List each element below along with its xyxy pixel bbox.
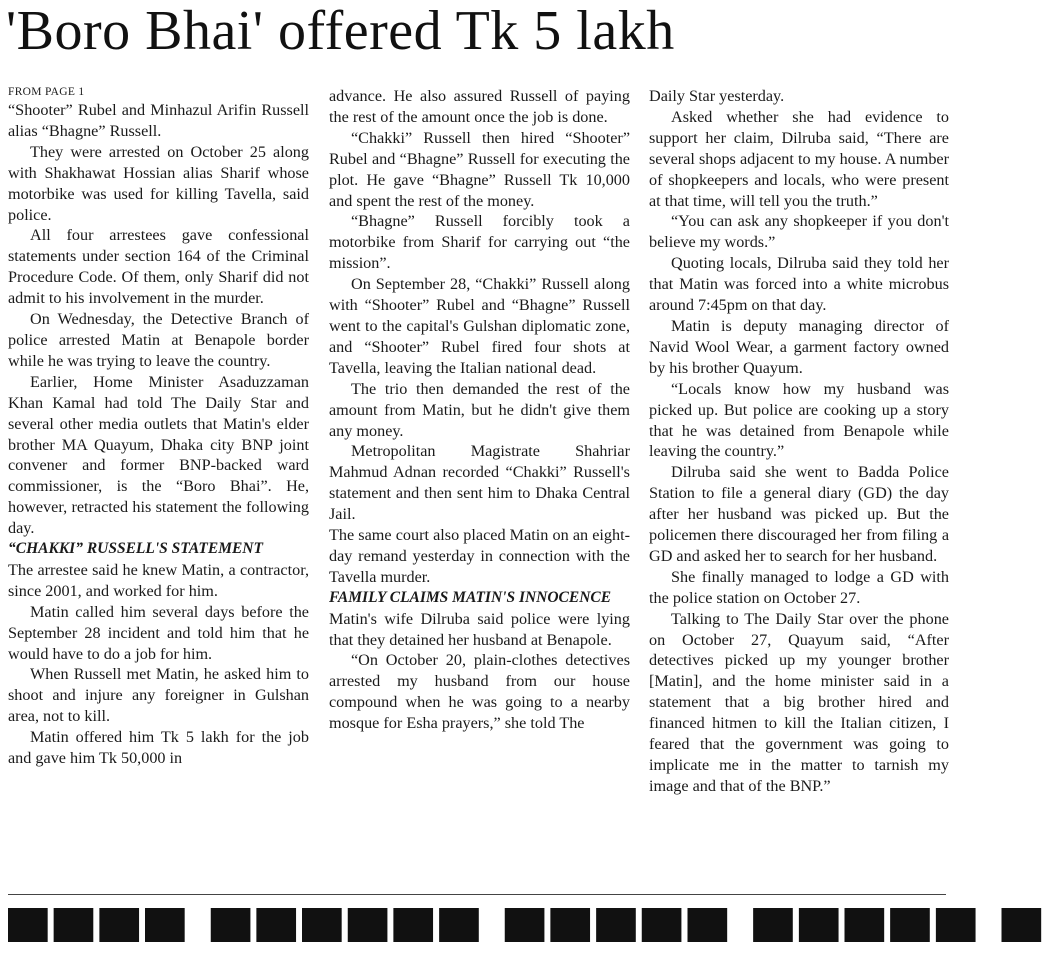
- article-column-3: [649, 86, 949, 881]
- paragraph: Quoting locals, Dilruba said they told her that Matin was forced into a white microbus around 7:45pm on that day.: [649, 254, 949, 315]
- paragraph: Matin called him several days before the September 28 incident and told him that he would have to do a job for him.: [8, 602, 309, 663]
- article-column-2: [329, 86, 630, 881]
- paragraph: Matin is deputy managing director of Navid Wool Wear, a garment factory owned by his brother Quayum.: [649, 316, 949, 377]
- paragraph: advance. He also assured Russell of paying the rest of the amount once the job is done.: [329, 87, 630, 126]
- section-divider: [8, 894, 946, 895]
- paragraph: Earlier, Home Minister Asaduzzaman Khan Kamal had told The Daily Star and several other media outlets that Matin's elder brother MA Quayum, Dhaka city BNP joint convener and former BNP-backed ward commissioner, is the “Boro Bhai”. He, however, retracted his statement the following day.: [8, 372, 309, 538]
- paragraph: When Russell met Matin, he asked him to shoot and injure any foreigner in Gulshan area, not to kill.: [8, 665, 309, 726]
- next-headline-cropped-glyphs: ▀▀▀▀ ▀▀▀▀▀▀ ▀▀▀▀▀ ▀▀▀▀▀ ▀: [8, 910, 1047, 972]
- paragraph: The same court also placed Matin on an eight-day remand yesterday in connection with the Tavella murder.: [329, 526, 630, 586]
- paragraph: She finally managed to lodge a GD with the police station on October 27.: [649, 567, 949, 607]
- column-1-body: [8, 100, 309, 769]
- paragraph: “Shooter” Rubel and Minhazul Arifin Russell alias “Bhagne” Russell.: [8, 101, 309, 140]
- paragraph: The arrestee said he knew Matin, a contractor, since 2001, and worked for him.: [8, 560, 309, 600]
- paragraph: “Locals know how my husband was picked up. But police are cooking up a story that he was detained from Benapole while leaving the country.”: [649, 379, 949, 461]
- article-column-1: [8, 86, 309, 881]
- column-2-body: [329, 86, 630, 734]
- paragraph: Matin offered him Tk 5 lakh for the job and gave him Tk 50,000 in: [8, 728, 309, 768]
- subheading: “CHAKKI” RUSSELL'S STATEMENT: [8, 540, 263, 558]
- headline: 'Boro Bhai' offered Tk 5 lakh: [6, 0, 675, 62]
- paragraph: Metropolitan Magistrate Shahriar Mahmud Adnan recorded “Chakki” Russell's statement and then sent him to Dhaka Central Jail.: [329, 442, 630, 524]
- paragraph: “You can ask any shopkeeper if you don't believe my words.”: [649, 212, 949, 252]
- paragraph: They were arrested on October 25 along with Shakhawat Hossian alias Sharif whose motorbike was used for killing Tavella, said police.: [8, 142, 309, 224]
- paragraph: All four arrestees gave confessional statements under section 164 of the Criminal Procedure Code. Of them, only Sharif did not admit to his involvement in the murder.: [8, 226, 309, 308]
- column-3-body: [649, 86, 949, 797]
- paragraph: On Wednesday, the Detective Branch of police arrested Matin at Benapole border while he was trying to leave the country.: [8, 310, 309, 370]
- from-page-label: FROM PAGE 1: [8, 86, 85, 98]
- paragraph: “Chakki” Russell then hired “Shooter” Rubel and “Bhagne” Russell for executing the plot. He gave “Bhagne” Russell Tk 10,000 and spent the rest of the money.: [329, 128, 630, 210]
- paragraph: Asked whether she had evidence to support her claim, Dilruba said, “There are several shops adjacent to my house. A number of shopkeepers and locals, who were present at that time, will tell you the truth.”: [649, 107, 949, 210]
- paragraph: “Bhagne” Russell forcibly took a motorbike from Sharif for carrying out “the mission”.: [329, 212, 630, 273]
- paragraph: “On October 20, plain-clothes detectives arrested my husband from our house compound when he was going to a nearby mosque for Esha prayers,” she told The: [329, 651, 630, 733]
- paragraph: Daily Star yesterday.: [649, 87, 785, 105]
- next-headline-partial: [8, 905, 1047, 972]
- paragraph: The trio then demanded the rest of the amount from Matin, but he didn't give them any money.: [329, 379, 630, 440]
- paragraph: Talking to The Daily Star over the phone on October 27, Quayum said, “After detectives picked up my younger brother [Matin], and the home minister said in a statement that a big brother hired and financed hitmen to kill the Italian citizen, I feared that the government was going to implicate me in the matter to tarnish my image and that of the BNP.”: [649, 609, 949, 795]
- paragraph: Matin's wife Dilruba said police were lying that they detained her husband at Benapole.: [329, 609, 630, 649]
- paragraph: Dilruba said she went to Badda Police Station to file a general diary (GD) the day after her husband was picked up. But the policemen there discouraged her from filing a GD and asked her to search for her husband.: [649, 463, 949, 565]
- subheading: FAMILY CLAIMS MATIN'S INNOCENCE: [329, 588, 612, 606]
- paragraph: On September 28, “Chakki” Russell along with “Shooter” Rubel and “Bhagne” Russell went to the capital's Gulshan diplomatic zone, and “Shooter” Rubel fired four shots at Tavella, leaving the Italian national dead.: [329, 275, 630, 377]
